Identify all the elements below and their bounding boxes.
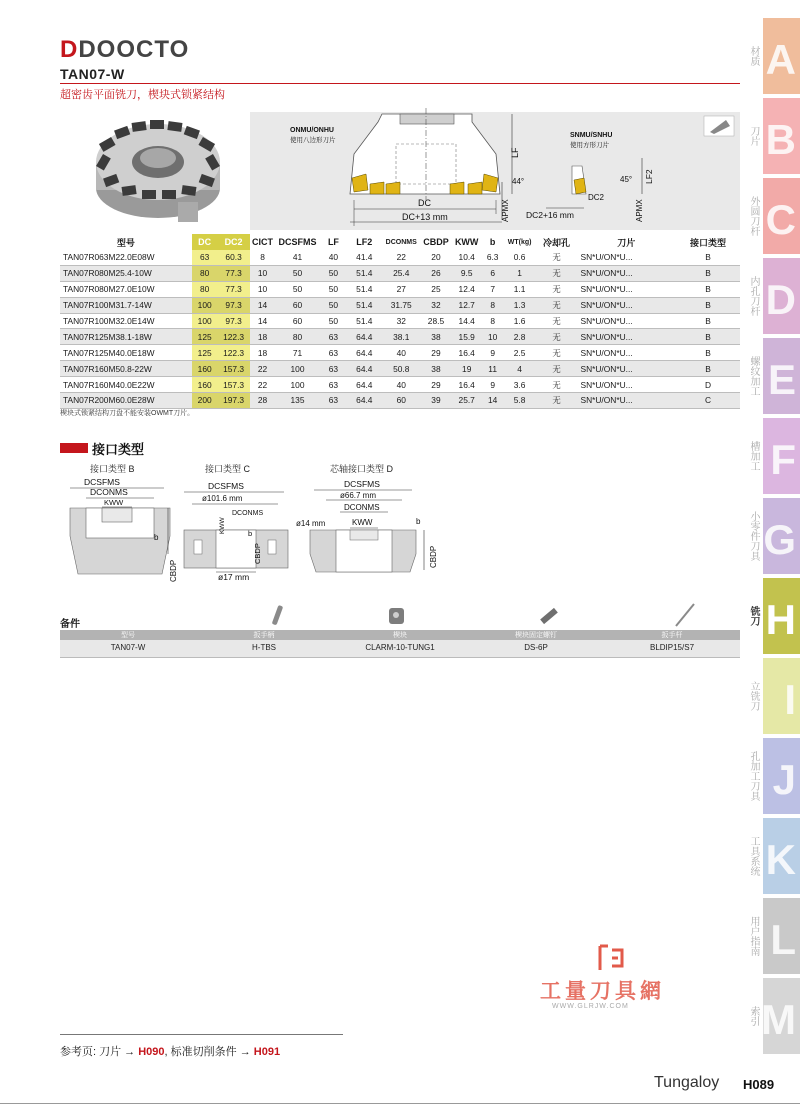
table-cell: 无 <box>537 313 577 329</box>
reference-mid: , 标准切削条件 → <box>164 1046 251 1058</box>
side-tab-b[interactable] <box>748 98 800 174</box>
cutter-photo <box>60 100 240 230</box>
table-cell: 38 <box>421 329 451 345</box>
dc13-dim-label: DC+13 mm <box>402 212 448 222</box>
side-tab-letter: M <box>761 996 796 1043</box>
table-cell: 29 <box>421 377 451 393</box>
dc2-dim-label: DC2 <box>588 193 605 202</box>
interface-d-d667: ø66.7 mm <box>340 491 377 500</box>
interface-c-diagram <box>180 474 295 584</box>
table-cell: TAN07R125M38.1-18W <box>60 329 192 345</box>
parts-model: TAN07-W <box>110 643 146 652</box>
table-cell: 64.4 <box>347 361 381 377</box>
interface-b-kww: KWW <box>104 498 124 507</box>
reference-line <box>60 1043 280 1059</box>
side-tab-label: 用户指南 <box>748 916 759 956</box>
brand-name: Tungaloy <box>654 1074 720 1091</box>
side-tab-letter: I <box>784 676 796 723</box>
interface-b-caption: 接口类型 B <box>90 464 135 474</box>
table-cell: B <box>676 361 740 377</box>
table-cell: 41 <box>276 250 320 265</box>
side-tab-label: 立铣刀 <box>748 681 759 711</box>
interface-c-dcsfms: DCSFMS <box>208 481 244 491</box>
table-cell: 10 <box>250 281 276 297</box>
table-cell: 无 <box>537 265 577 281</box>
table-cell: B <box>676 329 740 345</box>
dc216-dim-label: DC2+16 mm <box>526 210 574 220</box>
reference-prefix: 参考页: 刀片 → <box>60 1046 136 1058</box>
table-cell: 1.1 <box>503 281 537 297</box>
table-row <box>60 329 740 345</box>
table-cell: 9 <box>483 377 503 393</box>
table-cell: 10 <box>250 265 276 281</box>
table-cell: 无 <box>537 377 577 393</box>
table-cell: 无 <box>537 393 577 409</box>
table-cell: 77.3 <box>218 281 250 297</box>
col-b: b <box>489 237 496 247</box>
side-tab-g[interactable] <box>748 498 800 574</box>
table-cell: 8 <box>250 250 276 265</box>
table-cell: 63 <box>192 250 218 265</box>
table-cell: 26 <box>421 265 451 281</box>
side-tab-label: 槽加工 <box>748 441 759 471</box>
table-cell: 无 <box>537 345 577 361</box>
side-tab-letter: E <box>767 356 796 403</box>
parts-col-bar: 扳手杆 <box>661 632 683 639</box>
table-cell: 9.5 <box>451 265 483 281</box>
table-cell: B <box>676 250 740 265</box>
table-cell: 无 <box>537 361 577 377</box>
table-cell: 41.4 <box>347 250 381 265</box>
table-row <box>60 393 740 409</box>
snmu-label: SNMU/SNHU <box>570 132 613 139</box>
table-cell: 19 <box>451 361 483 377</box>
table-cell: TAN07R100M32.0E14W <box>60 313 192 329</box>
side-tab-letter: K <box>765 836 796 883</box>
table-cell: 63 <box>320 393 348 409</box>
table-cell: TAN07R080M25.4-10W <box>60 265 192 281</box>
table-cell: SN*U/ON*U... <box>576 250 676 265</box>
dc-dim-label: DC <box>418 198 431 208</box>
table-cell: 64.4 <box>347 329 381 345</box>
side-tab-label: 内孔刀杆 <box>748 276 759 316</box>
side-tab-i[interactable] <box>748 658 800 734</box>
side-tab-e[interactable] <box>748 338 800 414</box>
table-cell: 100 <box>192 313 218 329</box>
interface-c-d17: ø17 mm <box>218 572 250 582</box>
table-cell: 22 <box>250 361 276 377</box>
table-cell: 122.3 <box>218 329 250 345</box>
table-cell: 38 <box>421 361 451 377</box>
table-cell: 64.4 <box>347 377 381 393</box>
table-cell: 40 <box>381 377 421 393</box>
interface-d-cbdp: CBDP <box>429 545 438 568</box>
table-cell: 60 <box>381 393 421 409</box>
table-cell: 无 <box>537 329 577 345</box>
col-lf2: LF2 <box>356 237 373 247</box>
interface-c-dconms: DCONMS <box>232 510 264 517</box>
table-cell: 无 <box>537 281 577 297</box>
table-cell: 64.4 <box>347 393 381 409</box>
table-cell: 14 <box>250 313 276 329</box>
reference-rule <box>60 1034 343 1035</box>
specifications-table <box>60 234 740 409</box>
table-cell: 40 <box>381 345 421 361</box>
side-tab-letter: A <box>765 36 796 83</box>
table-cell: 32 <box>381 313 421 329</box>
brand-logo: DDOOCTO <box>60 36 190 63</box>
table-cell: TAN07R100M31.7-14W <box>60 297 192 313</box>
table-cell: 60 <box>276 313 320 329</box>
table-cell: 22 <box>250 377 276 393</box>
side-tab-letter: J <box>772 756 796 803</box>
table-cell: 3.6 <box>503 377 537 393</box>
table-cell: D <box>676 377 740 393</box>
table-cell: TAN07R200M60.0E28W <box>60 393 192 409</box>
table-cell: SN*U/ON*U... <box>576 313 676 329</box>
side-tab-label: 刀片 <box>748 126 759 146</box>
table-cell: 5.8 <box>503 393 537 409</box>
interface-d-diagram <box>292 474 442 584</box>
screw-icon <box>536 603 562 629</box>
table-row <box>60 297 740 313</box>
table-cell: 6.3 <box>483 250 503 265</box>
side-tab-label: 螺纹加工 <box>748 356 759 396</box>
table-row <box>60 281 740 297</box>
table-cell: B <box>676 313 740 329</box>
wedge-icon <box>384 603 410 629</box>
table-cell: 50 <box>276 281 320 297</box>
table-cell: 16.4 <box>451 377 483 393</box>
spare-parts-title: 备件 <box>60 619 80 630</box>
table-cell: 125 <box>192 345 218 361</box>
side-tab-label: 外圆刀杆 <box>748 196 759 236</box>
table-cell: 63 <box>320 329 348 345</box>
col-interface: 接口类型 <box>690 237 727 248</box>
side-tab-letter: L <box>770 916 796 963</box>
snmu-sub-label: 使用方形刀片 <box>570 142 609 149</box>
side-tab-label: 铣刀 <box>748 606 759 626</box>
table-cell: 100 <box>192 297 218 313</box>
table-cell: SN*U/ON*U... <box>576 345 676 361</box>
header-rule <box>60 83 740 84</box>
table-cell: 160 <box>192 377 218 393</box>
table-cell: 32 <box>421 297 451 313</box>
parts-col-screw: 楔块固定螺钉 <box>515 632 557 639</box>
table-row <box>60 313 740 329</box>
table-cell: TAN07R160M40.0E22W <box>60 377 192 393</box>
side-tab-letter: H <box>765 596 796 643</box>
table-cell: 14 <box>250 297 276 313</box>
table-cell: 125 <box>192 329 218 345</box>
lf-dim-label: LF <box>510 147 520 158</box>
col-model: 型号 <box>116 237 135 248</box>
watermark-url: WWW.GLRJW.COM <box>552 1003 629 1010</box>
side-tab-letter: D <box>765 276 796 323</box>
section-marker <box>60 443 88 453</box>
footer-rule <box>0 1103 800 1104</box>
spare-parts-header <box>60 630 740 640</box>
col-dconms: DCONMS <box>385 238 417 246</box>
interface-c-b: b <box>248 529 253 538</box>
table-cell: B <box>676 345 740 361</box>
side-tab-c[interactable] <box>748 178 800 254</box>
table-cell: 18 <box>250 345 276 361</box>
table-cell: SN*U/ON*U... <box>576 377 676 393</box>
side-tab-label: 孔加工刀具 <box>748 751 759 801</box>
interface-d-kww: KWW <box>352 518 373 527</box>
table-cell: 63 <box>320 377 348 393</box>
table-cell: 25 <box>421 281 451 297</box>
table-cell: 28 <box>250 393 276 409</box>
table-cell: 50 <box>320 313 348 329</box>
col-wt: WT(kg) <box>507 238 532 246</box>
table-cell: TAN07R160M50.8-22W <box>60 361 192 377</box>
table-cell: 10.4 <box>451 250 483 265</box>
table-cell: 31.75 <box>381 297 421 313</box>
table-cell: 9 <box>483 345 503 361</box>
angle-44-label: 44° <box>512 177 525 186</box>
table-cell: 63 <box>320 361 348 377</box>
parts-handle: H-TBS <box>252 643 276 652</box>
parts-col-model: 型号 <box>121 632 135 639</box>
col-cbdp: CBDP <box>423 237 449 247</box>
side-tab-letter: C <box>765 196 796 243</box>
parts-col-handle: 扳手柄 <box>253 632 275 639</box>
table-cell: 80 <box>192 265 218 281</box>
page-number: H089 <box>743 1077 775 1092</box>
table-cell: 100 <box>276 377 320 393</box>
parts-bar: BLDIP15/S7 <box>649 643 695 652</box>
table-cell: 50 <box>320 265 348 281</box>
side-tab-d[interactable] <box>748 258 800 334</box>
table-cell: 8 <box>483 313 503 329</box>
table-cell: B <box>676 297 740 313</box>
table-cell: SN*U/ON*U... <box>576 281 676 297</box>
table-cell: 50 <box>320 281 348 297</box>
table-cell: 40 <box>320 250 348 265</box>
table-cell: 197.3 <box>218 393 250 409</box>
col-kww: KWW <box>454 237 479 247</box>
table-cell: 2.8 <box>503 329 537 345</box>
table-cell: 无 <box>537 250 577 265</box>
side-tab-label: 小零件刀具 <box>748 511 759 561</box>
table-cell: SN*U/ON*U... <box>576 393 676 409</box>
table-cell: 12.4 <box>451 281 483 297</box>
table-cell: 25.7 <box>451 393 483 409</box>
parts-screw: DS-6P <box>524 643 548 652</box>
table-cell: 77.3 <box>218 265 250 281</box>
side-tab-a[interactable] <box>748 18 800 94</box>
table-cell: TAN07R063M22.0E08W <box>60 250 192 265</box>
table-cell: 28.5 <box>421 313 451 329</box>
interface-d-b: b <box>416 517 421 526</box>
table-cell: 1 <box>503 265 537 281</box>
table-cell: 51.4 <box>347 297 381 313</box>
interface-d-d14: ø14 mm <box>296 519 326 528</box>
series-title: TAN07-W <box>60 66 125 82</box>
side-tab-f[interactable] <box>748 418 800 494</box>
side-tab-label: 索引 <box>748 1006 759 1026</box>
interface-c-caption: 接口类型 C <box>205 464 251 474</box>
dimension-diagram <box>250 104 740 230</box>
table-cell: 50 <box>276 265 320 281</box>
angle-45-label: 45° <box>620 175 633 184</box>
table-row <box>60 345 740 361</box>
watermark-logo-icon <box>596 944 626 972</box>
table-row <box>60 265 740 281</box>
table-cell: 100 <box>276 361 320 377</box>
parts-col-wedge: 楔块 <box>393 632 407 639</box>
table-cell: 60.3 <box>218 250 250 265</box>
table-cell: 63 <box>320 345 348 361</box>
table-cell: 20 <box>421 250 451 265</box>
interface-b-b: b <box>154 533 159 542</box>
table-cell: 14.4 <box>451 313 483 329</box>
series-subtitle: 超密齿平面铣刀，楔块式锁紧结构 <box>60 89 225 101</box>
interface-c-kww: KWW <box>219 517 226 534</box>
table-cell: 97.3 <box>218 313 250 329</box>
table-cell: 80 <box>276 329 320 345</box>
table-cell: 200 <box>192 393 218 409</box>
watermark-text: 工量刀具網 <box>540 980 665 1003</box>
table-cell: 10 <box>483 329 503 345</box>
col-lf: LF <box>327 237 339 247</box>
table-cell: 1.3 <box>503 297 537 313</box>
interface-b-cbdp: CBDP <box>169 559 178 582</box>
table-cell: 50.8 <box>381 361 421 377</box>
table-cell: 160 <box>192 361 218 377</box>
table-cell: 51.4 <box>347 313 381 329</box>
apmx2-dim-label: APMX <box>635 199 644 222</box>
lf2-dim-label: LF2 <box>644 169 654 184</box>
interface-b-dconms: DCONMS <box>90 487 128 497</box>
table-cell: SN*U/ON*U... <box>576 361 676 377</box>
table-cell: SN*U/ON*U... <box>576 265 676 281</box>
side-tab-j[interactable] <box>748 738 800 814</box>
table-cell: 122.3 <box>218 345 250 361</box>
table-cell: 2.5 <box>503 345 537 361</box>
side-tab-label: 工具系统 <box>748 836 759 876</box>
table-cell: SN*U/ON*U... <box>576 329 676 345</box>
table-cell: 22 <box>381 250 421 265</box>
col-coolant: 冷却孔 <box>543 237 571 248</box>
interface-c-d1016: ø101.6 mm <box>202 494 243 503</box>
table-cell: 25.4 <box>381 265 421 281</box>
table-cell: 15.9 <box>451 329 483 345</box>
interface-c-cbdp: CBDP <box>253 543 262 564</box>
table-cell: 无 <box>537 297 577 313</box>
table-cell: 157.3 <box>218 377 250 393</box>
spare-parts-row <box>60 640 740 658</box>
side-tab-l[interactable] <box>748 898 800 974</box>
table-cell: 14 <box>483 393 503 409</box>
table-cell: 8 <box>483 297 503 313</box>
side-tab-letter: G <box>763 516 796 563</box>
table-header-row <box>60 234 740 250</box>
table-cell: 4 <box>503 361 537 377</box>
col-dc: DC <box>192 234 218 250</box>
table-cell: 50 <box>320 297 348 313</box>
table-row <box>60 377 740 393</box>
wrench-bar-icon <box>670 600 700 630</box>
table-cell: 80 <box>192 281 218 297</box>
table-cell: 27 <box>381 281 421 297</box>
table-cell: 7 <box>483 281 503 297</box>
table-cell: SN*U/ON*U... <box>576 297 676 313</box>
parts-wedge: CLARM-10-TUNG1 <box>365 643 435 652</box>
interface-d-caption: 芯轴接口类型 D <box>330 464 394 474</box>
col-insert: 刀片 <box>617 237 636 248</box>
side-tab-m[interactable] <box>748 978 800 1054</box>
onmu-label: ONMU/ONHU <box>290 127 334 134</box>
side-tab-h[interactable] <box>748 578 800 654</box>
interface-d-dcsfms: DCSFMS <box>344 479 380 489</box>
table-cell: 1.6 <box>503 313 537 329</box>
table-cell: 51.4 <box>347 265 381 281</box>
col-cict: CICT <box>252 237 274 247</box>
reference-link-cutting[interactable]: H091 <box>253 1046 281 1058</box>
table-cell: TAN07R080M27.0E10W <box>60 281 192 297</box>
reference-link-insert[interactable]: H090 <box>138 1046 165 1058</box>
interface-b-diagram <box>60 474 180 584</box>
table-cell: B <box>676 281 740 297</box>
table-row <box>60 361 740 377</box>
table-cell: 97.3 <box>218 297 250 313</box>
side-tab-letter: B <box>765 116 796 163</box>
table-cell: 18 <box>250 329 276 345</box>
table-cell: 16.4 <box>451 345 483 361</box>
table-cell: 38.1 <box>381 329 421 345</box>
side-tab-letter: F <box>770 436 796 483</box>
col-dc2: DC2 <box>218 234 250 250</box>
table-footnote: 楔块式锁紧结构刀盘不能安装OWMT刀片。 <box>60 410 195 417</box>
table-cell: 12.7 <box>451 297 483 313</box>
side-tab-k[interactable] <box>748 818 800 894</box>
table-cell: B <box>676 265 740 281</box>
table-cell: 71 <box>276 345 320 361</box>
table-cell: 64.4 <box>347 345 381 361</box>
table-cell: C <box>676 393 740 409</box>
table-cell: 157.3 <box>218 361 250 377</box>
wrench-handle-icon <box>265 603 289 629</box>
interface-b-dcsfms: DCSFMS <box>84 477 120 487</box>
table-cell: 51.4 <box>347 281 381 297</box>
table-cell: 39 <box>421 393 451 409</box>
side-tab-label: 材质 <box>748 46 759 66</box>
table-cell: 60 <box>276 297 320 313</box>
table-cell: 135 <box>276 393 320 409</box>
table-row <box>60 250 740 265</box>
interface-d-dconms: DCONMS <box>344 503 380 512</box>
table-cell: 11 <box>483 361 503 377</box>
section-title: 接口类型 <box>92 442 145 457</box>
table-cell: 29 <box>421 345 451 361</box>
onmu-sub-label: 使用八边形刀片 <box>290 137 336 144</box>
apmx-dim-label: APMX <box>501 199 510 222</box>
table-cell: TAN07R125M40.0E18W <box>60 345 192 361</box>
col-dcsfms: DCSFMS <box>278 237 317 247</box>
table-cell: 6 <box>483 265 503 281</box>
table-cell: 0.6 <box>503 250 537 265</box>
